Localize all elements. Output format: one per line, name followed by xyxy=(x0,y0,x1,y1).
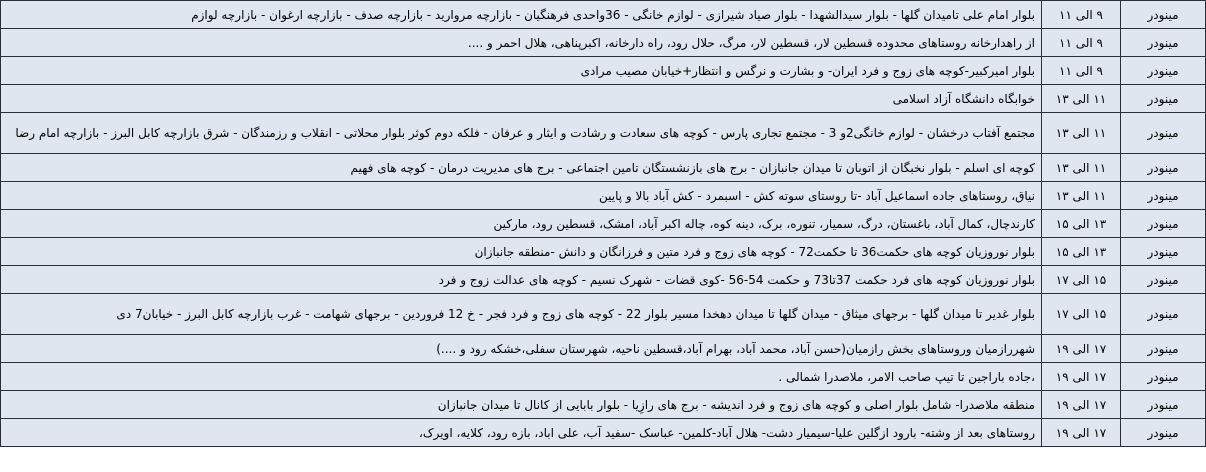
city-cell: مینودر xyxy=(1121,238,1206,266)
address-cell: منطقه ملاصدرا- شامل بلوار اصلی و کوچه های زوج و فرد اندیشه - برج های رازِیا - بلوار بابایی از کانال تا میدان جانبازان xyxy=(1,391,1042,419)
address-cell: از راهدارخانه روستاهای محدوده قسطین لار، قسطین لار، مرگ، حلال رود، راه دارخانه، اکبرپناهی، هلال احمر و .... xyxy=(1,29,1042,57)
city-cell: مینودر xyxy=(1121,113,1206,154)
time-cell: ۱۱ الی ۱۳ xyxy=(1042,113,1121,154)
city-cell: مینودر xyxy=(1121,419,1206,447)
address-cell: کوچه ای اسلم - بلوار نخبگان از اتوبان تا میدان جانبازان - برج های بازنشستگان تامین اجتماعی - برج های مدیریت درمان - کوچه های فهیم xyxy=(1,154,1042,182)
table-row xyxy=(1,419,1206,447)
city-cell: مینودر xyxy=(1121,1,1206,29)
time-cell: ۱۱ الی ۱۳ xyxy=(1042,182,1121,210)
time-cell: ۹ الی ۱۱ xyxy=(1042,29,1121,57)
time-cell: ۱۷ الی ۱۹ xyxy=(1042,419,1121,447)
address-cell: شهررازمیان وروستاهای بخش رازمیان(حسن آباد، محمد آباد، بهرام آباد،قسطین ناحیه، شهرستان سفلی،خشکه رود و ....) xyxy=(1,335,1042,363)
table-row xyxy=(1,1,1206,29)
table-row xyxy=(1,210,1206,238)
address-cell: بلوار امیرکبیر-کوچه های زوج و فرد ایران- و بشارت و نرگس و انتظار+خیابان مصیب مرادی xyxy=(1,57,1042,85)
time-cell: ۱۱ الی ۱۳ xyxy=(1042,85,1121,113)
address-cell: کارندچال، کمال آباد، باغستان، درگ، سمیار، تنوره، برک، دینه کوه، چاله اکبر آباد، امشک، قسطین رود، مارکین xyxy=(1,210,1042,238)
address-cell: ،جاده باراجین تا تیپ صاحب الامر، ملاصدرا شمالی . xyxy=(1,363,1042,391)
city-cell: مینودر xyxy=(1121,57,1206,85)
table-row xyxy=(1,29,1206,57)
city-cell: مینودر xyxy=(1121,210,1206,238)
time-cell: ۱۵ الی ۱۷ xyxy=(1042,266,1121,294)
city-cell: مینودر xyxy=(1121,335,1206,363)
city-cell: مینودر xyxy=(1121,391,1206,419)
city-cell: مینودر xyxy=(1121,29,1206,57)
table-row xyxy=(1,391,1206,419)
city-cell: مینودر xyxy=(1121,363,1206,391)
table-row xyxy=(1,57,1206,85)
city-cell: مینودر xyxy=(1121,182,1206,210)
city-cell: مینودر xyxy=(1121,294,1206,335)
time-cell: ۱۳ الی ۱۵ xyxy=(1042,210,1121,238)
address-cell: بلوار غدیر تا میدان گلها - برجهای میثاق - میدان گلها تا میدان دهخدا مسیر بلوار 22 - کوچه های زوج و فرد فجر - خ 12 فروردین - برجهای شهامت - غرب بازارچه کابل البرز - خیابان7 دی xyxy=(1,294,1042,335)
table-row xyxy=(1,113,1206,154)
address-cell: بلوار نوروزیان کوچه های حکمت36 تا حکمت72 - کوچه های زوج و فرد متین و فرزانگان و دانش -منطقه جانبازان xyxy=(1,238,1042,266)
city-cell: مینودر xyxy=(1121,266,1206,294)
time-cell: ۱۱ الی ۱۳ xyxy=(1042,154,1121,182)
address-cell: بلوار نوروزیان کوچه های فرد حکمت 37تا73 و حکمت 54-56 -کوی قضات - شهرک نسیم - کوچه های عدالت زوج و فرد xyxy=(1,266,1042,294)
city-cell: مینودر xyxy=(1121,154,1206,182)
address-cell: مجتمع آفتاب درخشان - لوازم خانگی2و 3 - مجتمع تجاری پارس - کوچه های سعادت و رشادت و ایثار و عرفان - فلکه دوم کوثر بلوار محلاتی - انقلاب و رزمندگان - شرق بازارچه کابل البرز - بازارچه امام رضا xyxy=(1,113,1042,154)
time-cell: ۹ الی ۱۱ xyxy=(1042,1,1121,29)
time-cell: ۹ الی ۱۱ xyxy=(1042,57,1121,85)
table-row xyxy=(1,294,1206,335)
address-cell: روستاهای بعد از وشته- بارود ازگلین علیا-سیمیار دشت- هلال آباد-کلمین- عباسک -سفید آب، علی اباد، بازه رود، کلایه، اویرک، xyxy=(1,419,1042,447)
time-cell: ۱۷ الی ۱۹ xyxy=(1042,391,1121,419)
table-row xyxy=(1,182,1206,210)
table-row xyxy=(1,335,1206,363)
table-row xyxy=(1,238,1206,266)
address-cell: خوابگاه دانشگاه آزاد اسلامی xyxy=(1,85,1042,113)
city-cell: مینودر xyxy=(1121,85,1206,113)
table-row xyxy=(1,266,1206,294)
table-row xyxy=(1,363,1206,391)
time-cell: ۱۷ الی ۱۹ xyxy=(1042,363,1121,391)
table-row xyxy=(1,85,1206,113)
time-cell: ۱۷ الی ۱۹ xyxy=(1042,335,1121,363)
address-cell: نیاق، روستاهای جاده اسماعیل آباد -تا روستای سوته کش - اسبمرد - کش آباد بالا و پایین xyxy=(1,182,1042,210)
table-row xyxy=(1,154,1206,182)
time-cell: ۱۳ الی ۱۵ xyxy=(1042,238,1121,266)
address-cell: بلوار امام علی تامیدان گلها - بلوار سیدالشهدا - بلوار صیاد شیرازی - لوازم خانگی - 36واحدی فرهنگیان - بازارچه مروارید - بازارچه صدف - بازارچه ارغوان - بازارچه لوازم xyxy=(1,1,1042,29)
time-cell: ۱۵ الی ۱۷ xyxy=(1042,294,1121,335)
